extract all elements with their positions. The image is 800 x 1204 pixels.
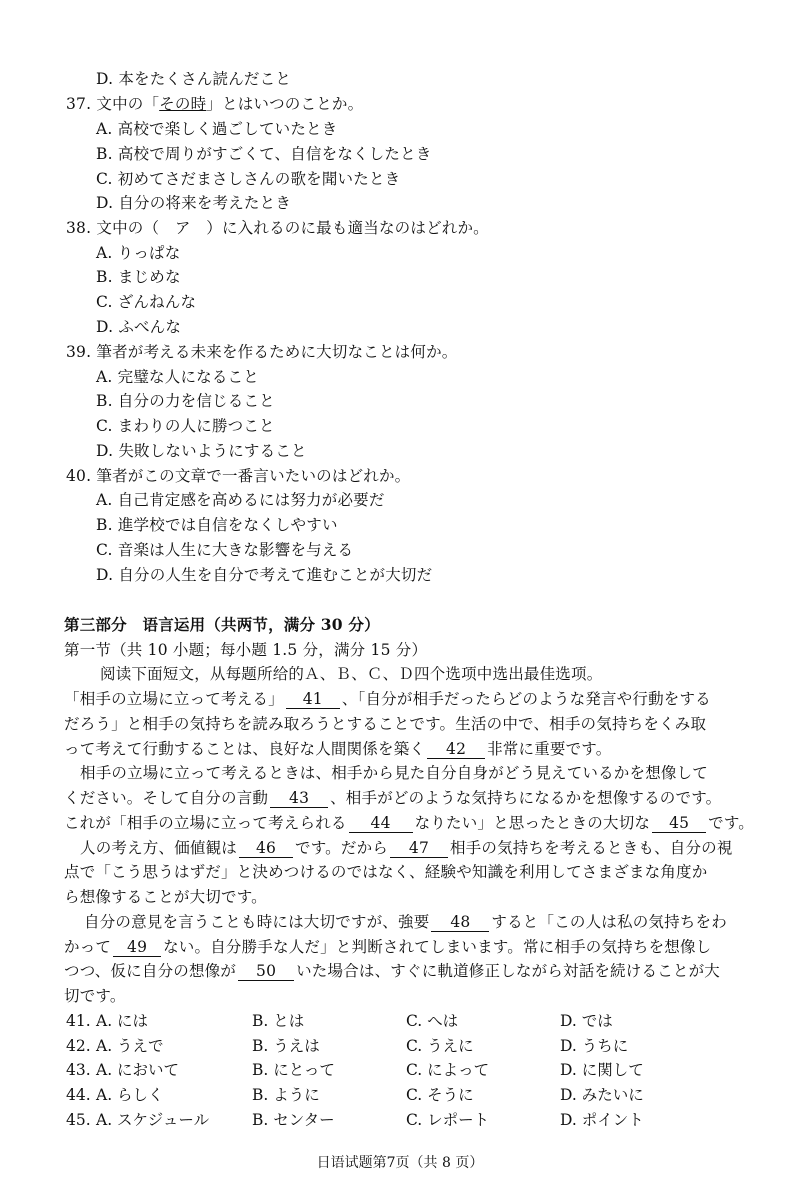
q39-option-c: C. まわりの人に勝つこと: [96, 417, 275, 435]
q37-option-a: A. 高校で楽しく過ごしていたとき: [96, 120, 338, 138]
q40-option-c: C. 音楽は人生に大きな影響を与える: [96, 541, 354, 559]
text-segment: これが「相手の立場に立って考えられる: [64, 814, 347, 832]
text-segment: です。: [708, 814, 754, 832]
answer-number: 44.: [66, 1086, 91, 1104]
answer-option-b: B. ように: [252, 1086, 320, 1104]
q40-option-d: D. 自分の人生を自分で考えて進むことが大切だ: [96, 566, 433, 584]
text-segment: 「相手の立場に立って考える」: [64, 690, 284, 708]
answer-option-c: C. レポート: [406, 1111, 490, 1129]
answer-number: 42.: [66, 1037, 91, 1055]
q37-underlined-phrase: その時: [159, 95, 207, 113]
q38-option-a: A. りっぱな: [96, 244, 181, 262]
answer-option-c: C. うえに: [406, 1037, 474, 1055]
answer-option-d: D. ポイント: [560, 1111, 644, 1129]
passage-p4-line1: [84, 911, 727, 933]
answer-option-b: B. にとって: [252, 1061, 335, 1079]
blank-46: 46: [239, 839, 293, 858]
answer-option-a: A. において: [96, 1061, 180, 1079]
q40-option-a: A. 自己肯定感を高めるには努力が必要だ: [96, 491, 385, 509]
passage-p1-line2: だろう」と相手の気持ちを読み取ろうとすることです。生活の中で、相手の気持ちをくみ取: [64, 715, 707, 733]
q37-option-c: C. 初めてさだまさしさんの歌を聞いたとき: [96, 170, 401, 188]
q40-stem: 40. 筆者がこの文章で一番言いたいのはどれか。: [66, 467, 411, 485]
passage-p2-line2: [64, 787, 721, 809]
text-segment: つつ、仮に自分の想像が: [64, 962, 237, 980]
answer-option-a: A. スケジュール: [96, 1111, 210, 1129]
page-footer: 日语试题第7页（共 8 页）: [316, 1155, 484, 1171]
q39-stem: 39. 筆者が考える未来を作るために大切なことは何か。: [66, 343, 458, 361]
blank-42: 42: [427, 740, 485, 759]
q37-stem-pre: 37. 文中の「: [66, 95, 160, 113]
passage-p4-line2: [64, 936, 711, 958]
blank-48: 48: [431, 913, 489, 932]
passage-p2-line1: 相手の立場に立って考えるときは、相手から見た自分自身がどう見えているかを想像して: [80, 764, 709, 782]
text-segment: 、相手がどのような気持ちになるかを想像するのです。: [330, 789, 722, 807]
text-segment: かって: [64, 938, 112, 956]
instruction-text: 阅读下面短文，从每题所给的Ａ、Ｂ、Ｃ、Ｄ四个选项中选出最佳选项。: [100, 665, 603, 683]
blank-50: 50: [238, 962, 294, 981]
q38-option-c: C. ざんねんな: [96, 293, 197, 311]
answer-option-d: D. に関して: [560, 1061, 644, 1079]
answer-option-d: D. では: [560, 1012, 613, 1030]
q37-option-d: D. 自分の将来を考えたとき: [96, 194, 292, 212]
q39-option-a: A. 完璧な人になること: [96, 368, 259, 386]
q38-stem: 38. 文中の（ ア ）に入れるのに最も適当なのはどれか。: [66, 219, 489, 237]
text-segment: なりたい」と思ったときの大切な: [414, 814, 651, 832]
answer-option-c: C. によって: [406, 1061, 490, 1079]
blank-49: 49: [113, 938, 161, 957]
q39-option-b: B. 自分の力を信じること: [96, 392, 275, 410]
q39-option-d: D. 失敗しないようにすること: [96, 442, 307, 460]
text-segment: って考えて行動することは、良好な人間関係を築く: [64, 740, 426, 758]
answer-number: 41.: [66, 1012, 91, 1030]
q38-option-b: B. まじめな: [96, 268, 181, 286]
q36-option-d: D. 本をたくさん読んだこと: [96, 70, 292, 88]
answer-option-a: A. うえで: [96, 1037, 164, 1055]
text-segment: いた場合は、すぐに軌道修正しながら対話を続けることが大: [296, 962, 720, 980]
answer-option-a: A. らしく: [96, 1086, 164, 1104]
answer-number: 43.: [66, 1061, 91, 1079]
text-segment: 人の考え方、価値観は: [80, 839, 238, 857]
answer-number: 45.: [66, 1111, 91, 1129]
text-segment: 相手の気持ちを考えるときも、自分の視: [449, 839, 733, 857]
answer-option-d: D. うちに: [560, 1037, 629, 1055]
q37-stem: [66, 93, 363, 115]
text-segment: 非常に重要です。: [487, 740, 612, 758]
answer-option-c: C. そうに: [406, 1086, 474, 1104]
section1-heading: 第一节（共 10 小题；每小题 1.5 分，满分 15 分）: [64, 641, 428, 659]
passage-p1-line1: [64, 688, 711, 710]
part3-title: 第三部分 语言运用（共两节，满分 30 分）: [64, 615, 380, 634]
text-segment: すると「この人は私の気持ちをわ: [491, 913, 727, 931]
q37-stem-post: 」とはいつのことか。: [206, 95, 364, 113]
passage-p4-line3: [64, 960, 720, 982]
blank-41: 41: [286, 690, 340, 709]
passage-p3-line3: ら想像することが大切です。: [64, 888, 267, 906]
passage-p2-line3: [64, 812, 754, 834]
text-segment: ください。そして自分の言動: [64, 789, 269, 807]
answer-option-b: B. うえは: [252, 1037, 320, 1055]
passage-p4-line4: 切です。: [64, 987, 126, 1005]
q40-option-b: B. 進学校では自信をなくしやすい: [96, 516, 338, 534]
answer-option-a: A. には: [96, 1012, 149, 1030]
answer-option-d: D. みたいに: [560, 1086, 644, 1104]
blank-44: 44: [349, 814, 413, 833]
q37-option-b: B. 高校で周りがすごくて、自信をなくしたとき: [96, 145, 432, 163]
blank-47: 47: [390, 839, 448, 858]
blank-43: 43: [270, 789, 328, 808]
text-segment: 、「自分が相手だったらどのような発言や行動をする: [341, 690, 711, 708]
answer-option-c: C. へは: [406, 1012, 459, 1030]
answer-option-b: B. センター: [252, 1111, 335, 1129]
passage-p3-line2: 点で「こう思うはずだ」と決めつけるのではなく、経験や知識を利用してさまざまな角度か: [64, 863, 708, 881]
passage-p1-line3: [64, 738, 611, 760]
text-segment: ない。自分勝手な人だ」と判断されてしまいます。常に相手の気持ちを想像し: [163, 938, 712, 956]
text-segment: です。だから: [295, 839, 388, 857]
q38-option-d: D. ふべんな: [96, 318, 182, 336]
blank-45: 45: [652, 814, 706, 833]
text-segment: 自分の意見を言うことも時には大切ですが、強要: [84, 913, 430, 931]
passage-p3-line1: [80, 837, 733, 859]
answer-option-b: B. とは: [252, 1012, 305, 1030]
